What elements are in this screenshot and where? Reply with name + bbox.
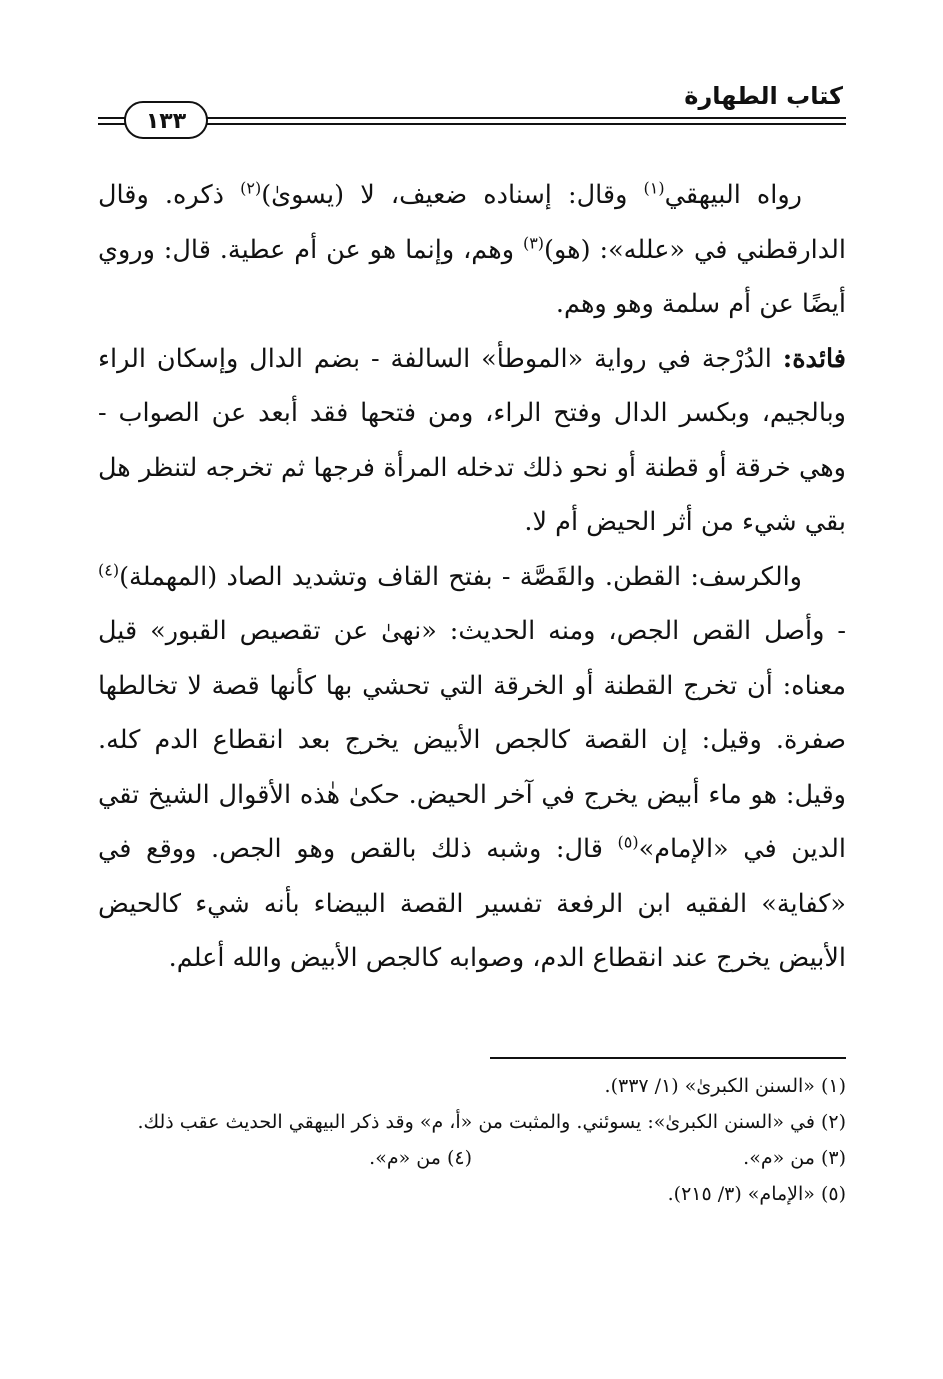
paragraph-1	[98, 168, 846, 332]
footnote-row	[98, 1140, 846, 1176]
footnotes	[98, 1068, 846, 1212]
paragraph-2	[98, 332, 846, 550]
footnote-1: (١) «السنن الكبرىٰ» (١/ ٣٣٧).	[604, 1075, 846, 1097]
footnote-ref-5: (٥)	[617, 832, 639, 852]
footnote-ref-3: (٣)	[522, 233, 545, 252]
header-rule-top	[98, 117, 846, 119]
p2-text: الدُرْجة في رواية «الموطأ» السالفة - بضم الدال وإسكان الراء وبالجيم، وبكسر الدال وفتح الراء، ومن فتحها فقد أبعد عن الصواب - وهي خرقة أو قطنة أو نحو ذلك تدخله المرأة فرجها ثم تخرجه لتنظر هل بقي شيء من أثر الحيض أم لا.	[98, 343, 846, 537]
benefit-label: فائدة:	[782, 343, 846, 374]
footnote-4: (٤) من «م».	[369, 1147, 472, 1169]
p1-text-c: ذكره. وقال الدارقطني في «علله»: (هو)	[98, 180, 846, 265]
footnote-ref-2: (٢)	[240, 178, 262, 198]
footnote-ref-4: (٤)	[98, 560, 120, 579]
footnote-2: (٢) في «السنن الكبرىٰ»: يسوئني. والمثبت من «أ، م» وقد ذكر البيهقي الحديث عقب ذلك.	[137, 1111, 846, 1133]
paragraph-3	[98, 550, 846, 986]
running-header-title: كتاب الطهارة	[684, 82, 843, 110]
p1-text-d: وهم، وإنما هو عن أم عطية. قال: وروي أيضًا عن أم سلمة وهو وهم.	[98, 234, 846, 319]
footnote-ref-1: (١)	[643, 178, 665, 198]
page-number: ١٣٣	[124, 101, 208, 139]
footnote-separator	[490, 1057, 846, 1059]
p3-text-c: قال: وشبه ذلك بالقص وهو الجص. ووقع في «كفاية» الفقيه ابن الرفعة تفسير القصة البيضاء بأنه شيء كالحيض الأبيض يخرج عند انقطاع الدم، وصوابه كالجص الأبيض والله أعلم.	[98, 834, 846, 973]
footnote-3: (٣) من «م».	[743, 1147, 846, 1169]
p1-text-b: وقال: إسناده ضعيف، لا (يسوىٰ)	[261, 180, 644, 210]
p1-text-a: رواه البيهقي	[664, 180, 802, 210]
footnote-5: (٥) «الإمام» (٣/ ٢١٥).	[667, 1183, 846, 1205]
p3-text-a: والكرسف: القطن. والقَصَّة - بفتح القاف وتشديد الصاد (المهملة)	[119, 561, 802, 592]
main-text	[98, 168, 846, 986]
p3-text-b: - وأصل القص الجص، ومنه الحديث: «نهىٰ عن تقصيص القبور» قيل معناه: أن تخرج القطنة أو الخرقة التي تحشي بها كأنها قصة لا تخالطها صفرة. وقيل: إن القصة كالجص الأبيض يخرج بعد انقطاع الدم كله. وقيل: هو ماء أبيض يخرج في آخر الحيض. حكىٰ هٰذه الأقوال الشيخ تقي الدين في «الإمام»	[98, 616, 846, 864]
header-rule-bottom	[98, 123, 846, 125]
